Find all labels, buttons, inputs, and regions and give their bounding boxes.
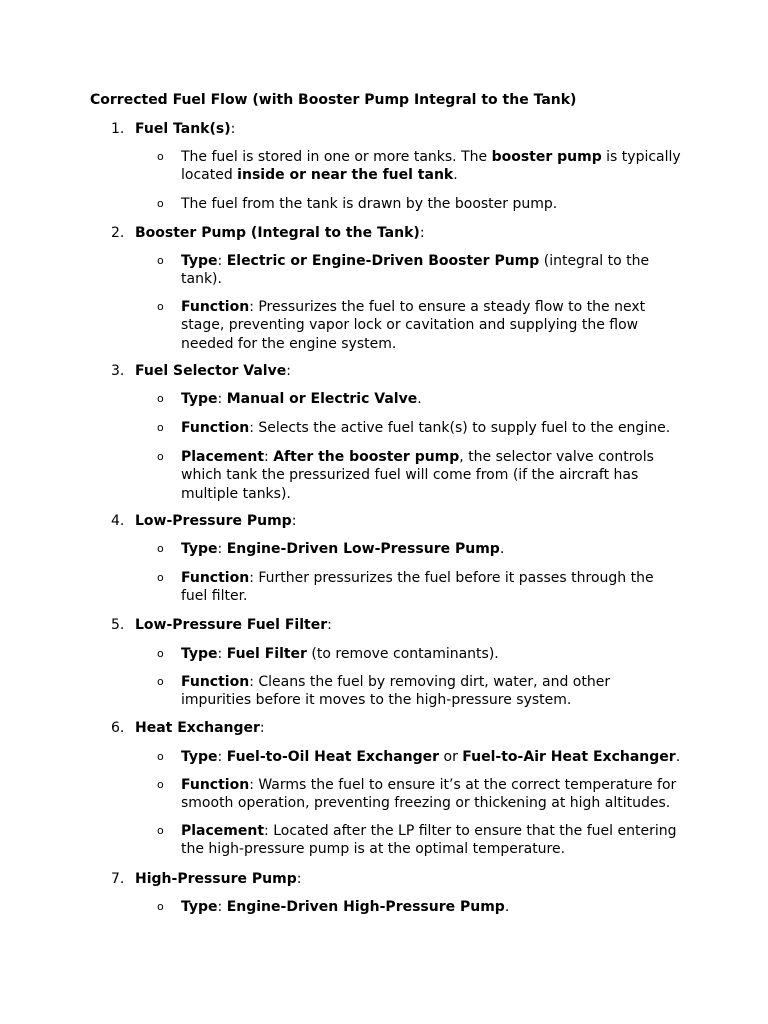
bullet-text: Type: Fuel-to-Oil Heat Exchanger or Fuel-to-Air Heat Exchanger. bbox=[181, 749, 681, 765]
heading-text: Booster Pump (Integral to the Tank) bbox=[135, 225, 420, 241]
bold-run: Type bbox=[181, 646, 218, 662]
bold-run: Function bbox=[181, 299, 250, 315]
bullet-marker: o bbox=[157, 647, 164, 660]
bullet-text: Placement: After the booster pump, the selector valve controls which tank the pressurized fuel will come from (if the aircraft has multiple tanks). bbox=[181, 449, 654, 502]
bullet-marker: o bbox=[157, 900, 164, 913]
bold-run: Function bbox=[181, 674, 250, 690]
bullet-text: Type: Electric or Engine-Driven Booster Pump (integral to the tank). bbox=[181, 253, 650, 288]
list-item-heading: Fuel Selector Valve: bbox=[135, 363, 291, 379]
bullet-text: Function: Pressurizes the fuel to ensure a steady flow to the next stage, preventing vapor lock or cavitation and supplying the flow needed for the engine system. bbox=[181, 299, 646, 352]
bullet-marker: o bbox=[157, 254, 164, 267]
bullet-text: Type: Manual or Electric Valve. bbox=[181, 391, 422, 407]
bullet-marker: o bbox=[157, 197, 164, 210]
bullet-text: Function: Selects the active fuel tank(s) to supply fuel to the engine. bbox=[181, 420, 671, 436]
list-item-heading: Booster Pump (Integral to the Tank): bbox=[135, 225, 425, 241]
heading-text: High-Pressure Pump bbox=[135, 871, 297, 887]
bullet-text: Type: Engine-Driven Low-Pressure Pump. bbox=[181, 541, 505, 557]
list-item-number: 5. bbox=[111, 617, 125, 633]
bold-run: inside or near the fuel tank bbox=[237, 167, 454, 184]
bullet-marker: o bbox=[157, 300, 164, 313]
list-item-number: 7. bbox=[111, 871, 125, 887]
bold-run: booster pump bbox=[491, 149, 602, 165]
page-title: Corrected Fuel Flow (with Booster Pump Integral to the Tank) bbox=[90, 92, 577, 108]
bold-run: Function bbox=[181, 777, 250, 793]
list-item-heading: Low-Pressure Pump: bbox=[135, 513, 297, 529]
list-item-heading: Low-Pressure Fuel Filter: bbox=[135, 617, 332, 633]
bold-run: Placement bbox=[181, 823, 265, 839]
bold-run: Fuel-to-Air Heat Exchanger bbox=[462, 749, 676, 765]
bullet-marker: o bbox=[157, 421, 164, 434]
bullet-marker: o bbox=[157, 824, 164, 837]
bold-run: After the booster pump bbox=[273, 449, 460, 465]
bold-run: Function bbox=[181, 570, 250, 586]
bold-run: Type bbox=[181, 899, 218, 915]
bullet-text: Function: Cleans the fuel by removing dirt, water, and other impurities before it moves to the high-pressure system. bbox=[181, 674, 611, 709]
heading-text: Fuel Selector Valve bbox=[135, 363, 287, 379]
bold-run: Placement bbox=[181, 449, 265, 465]
bullet-marker: o bbox=[157, 450, 164, 463]
bullet-marker: o bbox=[157, 150, 164, 163]
bullet-marker: o bbox=[157, 675, 164, 688]
list-item-heading: Heat Exchanger: bbox=[135, 720, 265, 736]
bold-run: Engine-Driven High-Pressure Pump bbox=[226, 899, 505, 915]
bold-run: Manual or Electric Valve bbox=[226, 391, 418, 407]
bullet-marker: o bbox=[157, 542, 164, 555]
bold-run: Type bbox=[181, 391, 218, 407]
list-item-number: 3. bbox=[111, 363, 125, 379]
list-item-heading: Fuel Tank(s): bbox=[135, 121, 236, 137]
bullet-text: Type: Engine-Driven High-Pressure Pump. bbox=[181, 899, 510, 915]
heading-text: Low-Pressure Pump bbox=[135, 513, 292, 529]
bold-run: Fuel-to-Oil Heat Exchanger bbox=[226, 749, 440, 765]
bold-run: Fuel Filter bbox=[226, 646, 307, 662]
bullet-marker: o bbox=[157, 750, 164, 763]
bullet-marker: o bbox=[157, 392, 164, 405]
list-item-number: 2. bbox=[111, 225, 125, 241]
list-item-number: 1. bbox=[111, 121, 125, 137]
bold-run: Type bbox=[181, 541, 218, 557]
bold-run: Type bbox=[181, 253, 218, 269]
list-item-heading: High-Pressure Pump: bbox=[135, 871, 302, 887]
bullet-text: Function: Further pressurizes the fuel before it passes through the fuel filter. bbox=[181, 570, 654, 605]
bullet-text: The fuel from the tank is drawn by the booster pump. bbox=[181, 196, 558, 212]
list-item-number: 6. bbox=[111, 720, 125, 736]
heading-text: Fuel Tank(s) bbox=[135, 121, 231, 137]
bold-run: Engine-Driven Low-Pressure Pump bbox=[226, 541, 500, 557]
list-item-number: 4. bbox=[111, 513, 125, 529]
bold-run: Electric or Engine-Driven Booster Pump bbox=[226, 253, 540, 269]
bullet-marker: o bbox=[157, 571, 164, 584]
bullet-text: Function: Warms the fuel to ensure it’s at the correct temperature for smooth operation, preventing freezing or thickening at high altitudes. bbox=[181, 777, 677, 812]
heading-text: Heat Exchanger bbox=[135, 720, 260, 736]
bullet-marker: o bbox=[157, 778, 164, 791]
bullet-text: Type: Fuel Filter (to remove contaminants). bbox=[181, 646, 499, 662]
bullet-text: The fuel is stored in one or more tanks. The booster pump is typically located inside or near the fuel tank. bbox=[181, 149, 681, 184]
bullet-text: Placement: Located after the LP filter to ensure that the fuel entering the high-pressure pump is at the optimal temperature. bbox=[181, 823, 677, 858]
bold-run: Function bbox=[181, 420, 250, 436]
heading-text: Low-Pressure Fuel Filter bbox=[135, 617, 328, 633]
bold-run: Type bbox=[181, 749, 218, 765]
